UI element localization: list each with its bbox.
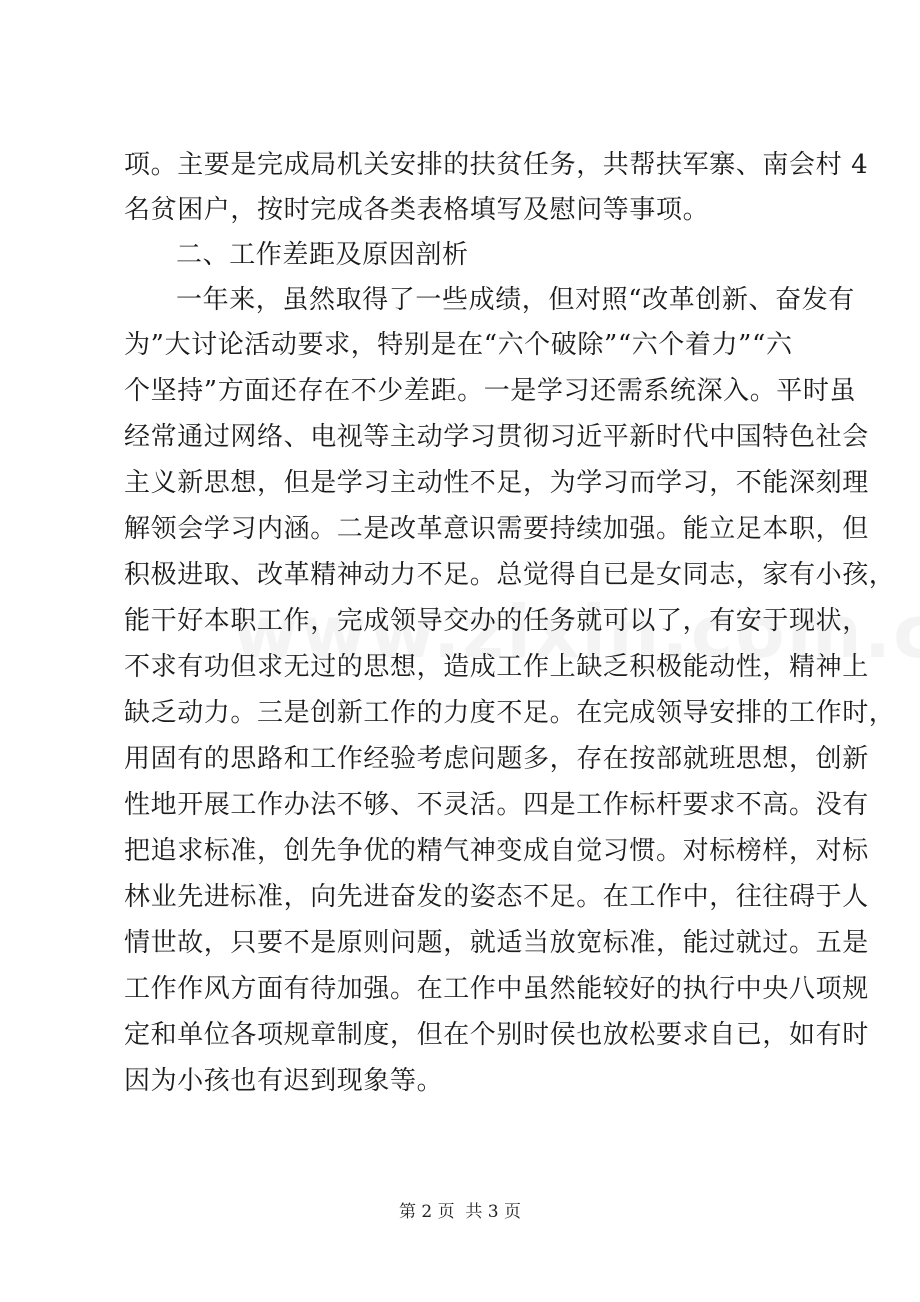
text-line: 个坚持”方面还存在不少差距。一是学习还需系统深入。平时虽 [124,376,857,406]
text-line: 缺乏动力。三是创新工作的力度不足。在完成领导安排的工作时， [124,698,896,728]
text-line: 把追求标准，创先争优的精气神变成自觉习惯。对标榜样，对标 [124,836,869,866]
text-line: 因为小孩也有迟到现象等。 [124,1066,444,1096]
text-line: 为”大讨论活动要求，特别是在“六个破除”“六个着力”“六 [124,330,793,360]
text-line: 性地开展工作办法不够、不灵活。四是工作标杆要求不高。没有 [124,790,869,820]
text-line: 林业先进标准，向先进奋发的姿态不足。在工作中，往往碍于人 [124,882,869,912]
text-line: 工作作风方面有待加强。在工作中虽然能较好的执行中央八项规 [124,974,869,1004]
text-line: 能干好本职工作，完成领导交办的任务就可以了，有安于现状， [124,606,869,636]
text-line: 主义新思想，但是学习主动性不足，为学习而学习，不能深刻理 [124,468,869,498]
page-number-footer: 第 2 页 共 3 页 [398,1202,522,1222]
text-line: 解领会学习内涵。二是改革意识需要持续加强。能立足本职，但 [124,514,869,544]
text-line: 项。主要是完成局机关安排的扶贫任务，共帮扶军寨、南会村 4 [124,150,869,180]
text-line: 定和单位各项规章制度，但在个别时侯也放松要求自已，如有时 [124,1020,869,1050]
text-line: 不求有功但求无过的思想，造成工作上缺乏积极能动性，精神上 [124,652,869,682]
text-line: 一年来，虽然取得了一些成绩，但对照“改革创新、奋发有 [176,285,855,315]
text-line: 用固有的思路和工作经验考虑问题多，存在按部就班思想，创新 [124,744,869,774]
text-line: 名贫困户，按时完成各类表格填写及慰问等事项。 [124,195,710,225]
text-line: 积极进取、改革精神动力不足。总觉得自已是女同志，家有小孩， [124,560,896,590]
section-heading: 二、工作差距及原因剖析 [176,240,469,270]
text-line: 情世故，只要不是原则问题，就适当放宽标准，能过就过。五是 [124,928,869,958]
text-line: 经常通过网络、电视等主动学习贯彻习近平新时代中国特色社会 [124,422,869,452]
